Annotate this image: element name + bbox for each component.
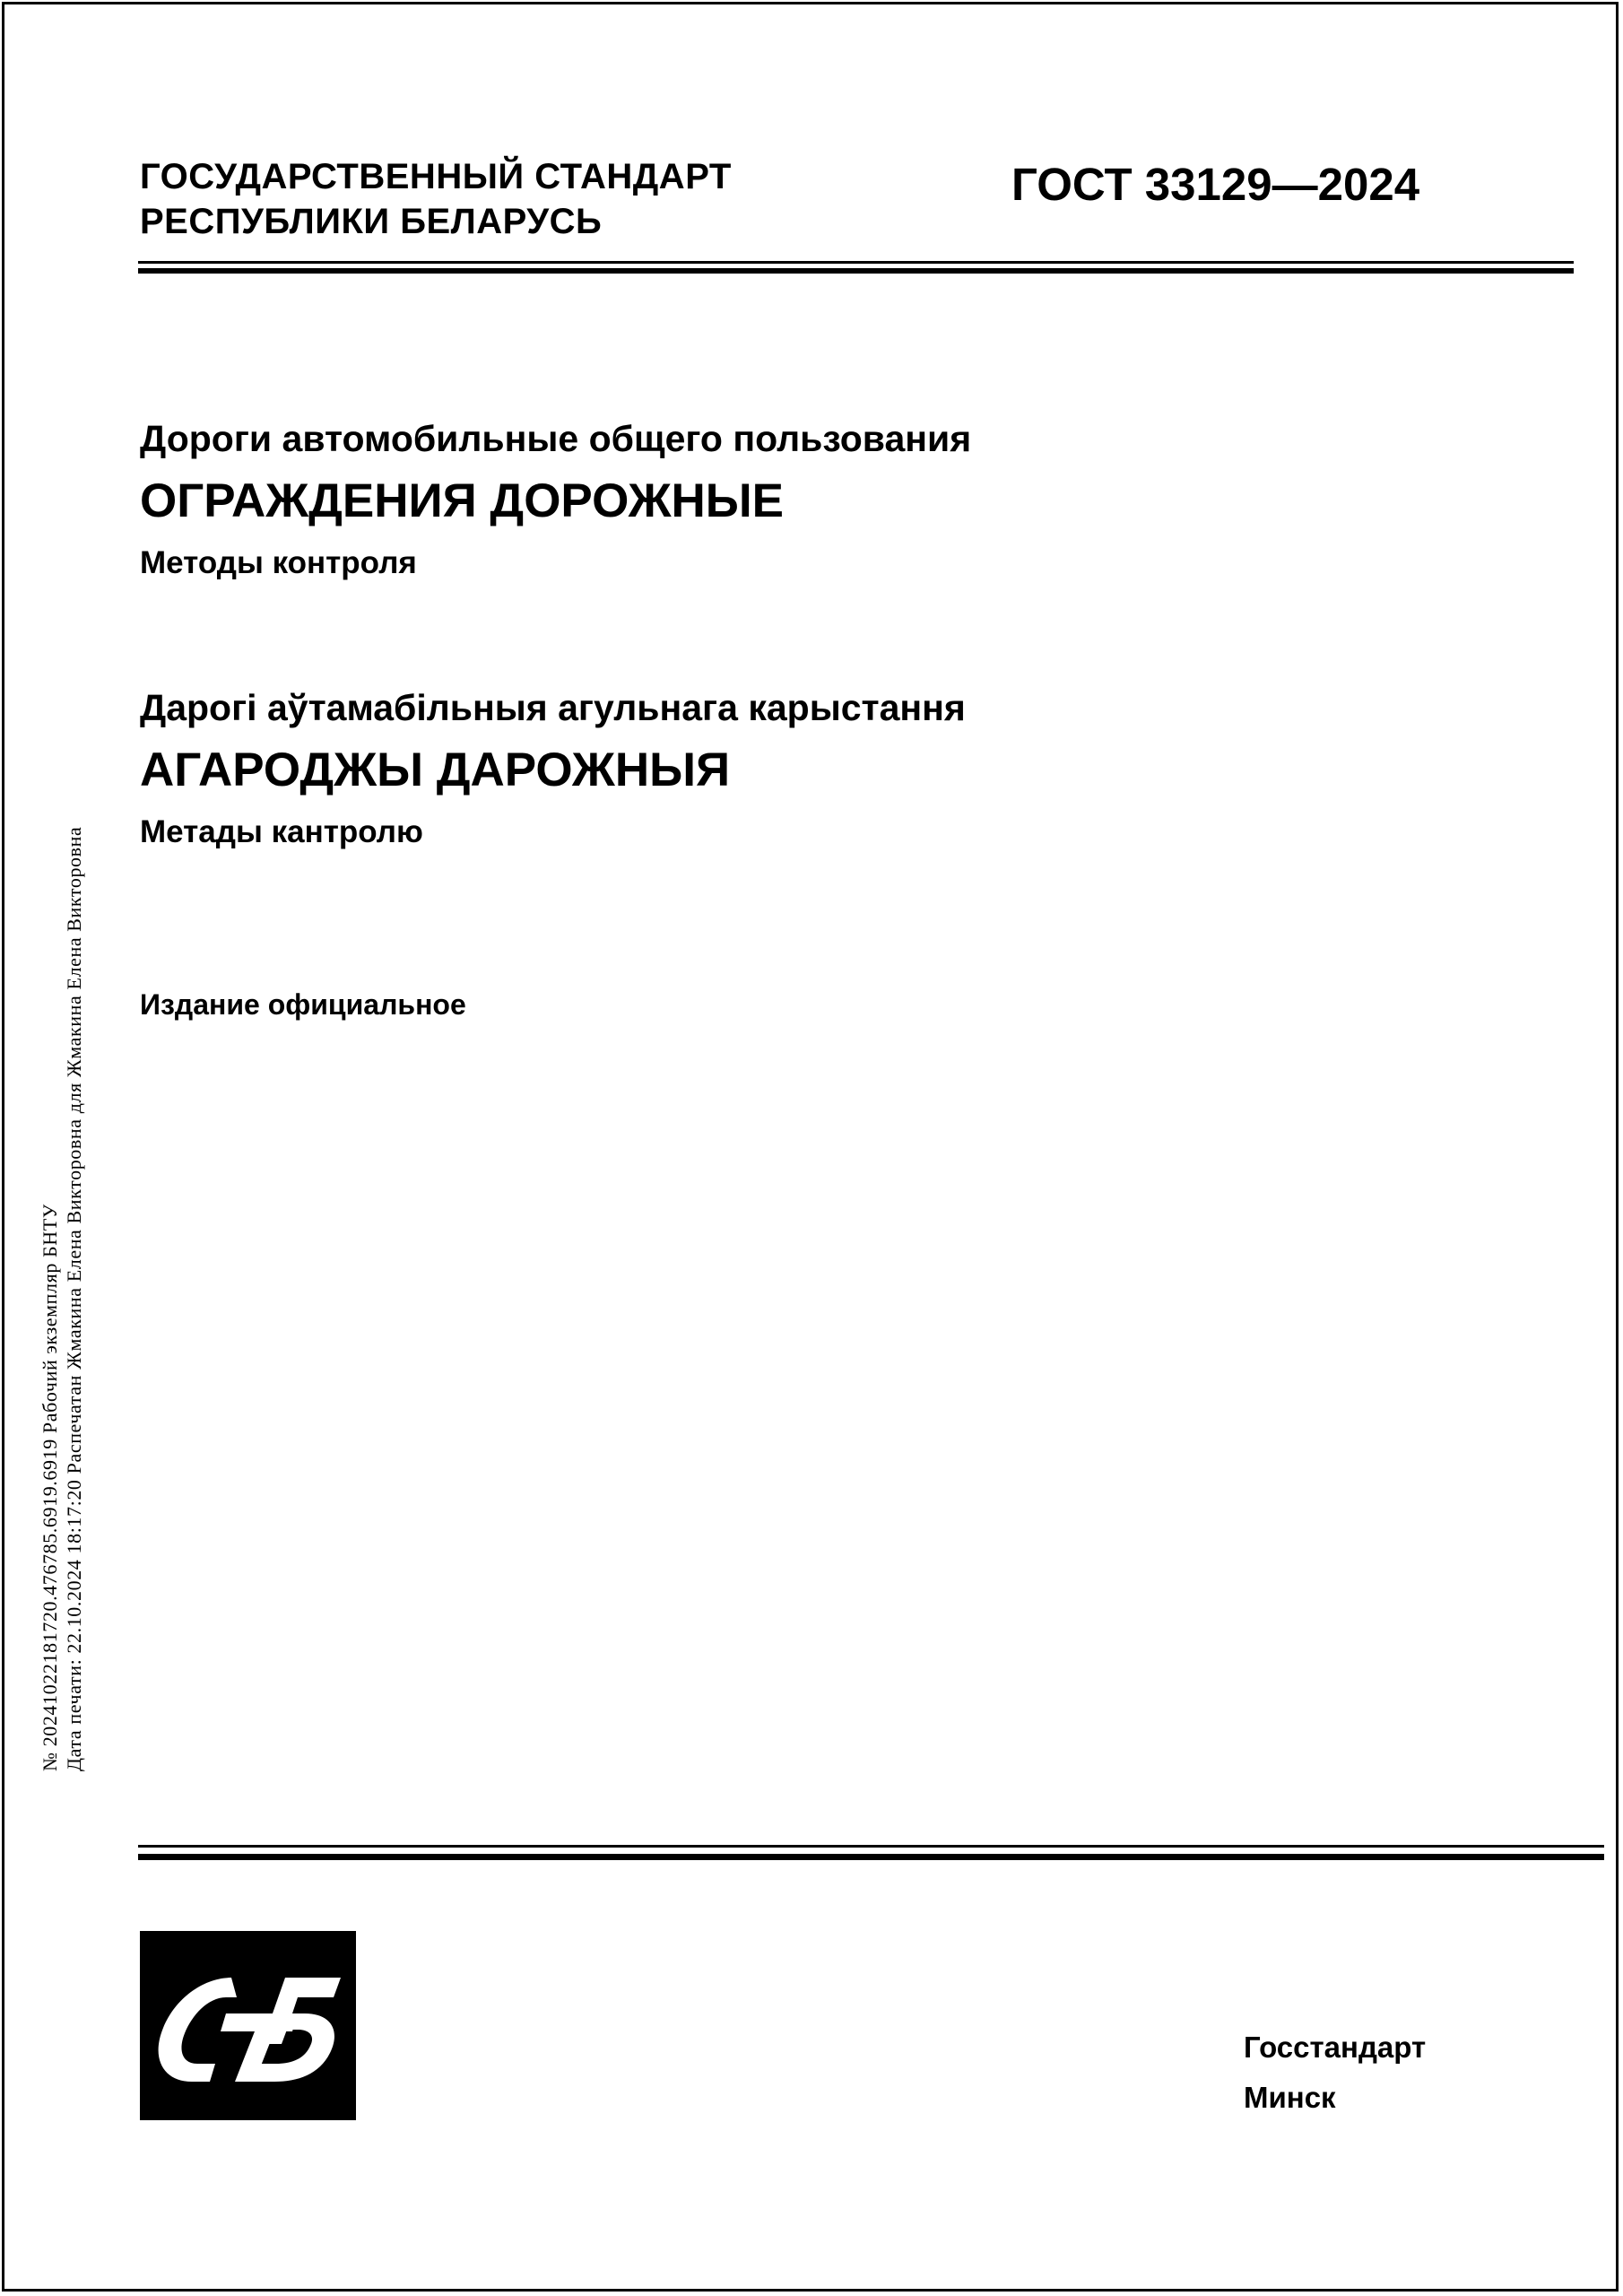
footer-rule-thick <box>138 1854 1604 1860</box>
title-russian-sub: Методы контроля <box>140 545 417 580</box>
footer-rule-thin <box>138 1845 1604 1848</box>
side-stamp <box>38 641 100 1771</box>
standard-category <box>140 154 732 244</box>
title-belarusian <box>140 677 966 862</box>
title-russian <box>140 408 971 593</box>
edition-label: Издание официальное <box>140 988 466 1021</box>
standard-category-line2: РЕСПУБЛИКИ БЕЛАРУСЬ <box>140 202 603 241</box>
title-belarusian-main: АГАРОДЖЫ ДАРОЖНЫЯ <box>140 744 731 796</box>
publisher-city: Минск <box>1244 2081 1336 2114</box>
title-russian-main: ОГРАЖДЕНИЯ ДОРОЖНЫЕ <box>140 474 785 527</box>
publisher-name: Госстандарт <box>1244 2031 1427 2064</box>
title-belarusian-sub: Метады кантролю <box>140 814 423 849</box>
title-belarusian-group: Дарогі аўтамабільныя агульнага карыстання <box>140 687 966 728</box>
side-stamp-line2: Дата печати: 22.10.2024 18:17:20 Распечатан Жмакина Елена Викторовна для Жмакина Елена Викторовна <box>63 826 85 1771</box>
standard-category-line1: ГОСУДАРСТВЕННЫЙ СТАНДАРТ <box>140 157 732 196</box>
title-russian-group: Дороги автомобильные общего пользования <box>140 418 972 459</box>
side-stamp-line1: № 20241022181720.476785.6919.6919 Рабочий экземпляр БНТУ <box>39 1204 61 1771</box>
publisher <box>1244 2022 1426 2123</box>
header-rule-thin <box>138 261 1574 264</box>
stb-logo-icon <box>140 1931 356 2120</box>
standard-designation: ГОСТ 33129—2024 <box>1011 159 1420 210</box>
header-rule-thick <box>138 268 1574 274</box>
stb-logo-graphic <box>140 1931 356 2120</box>
